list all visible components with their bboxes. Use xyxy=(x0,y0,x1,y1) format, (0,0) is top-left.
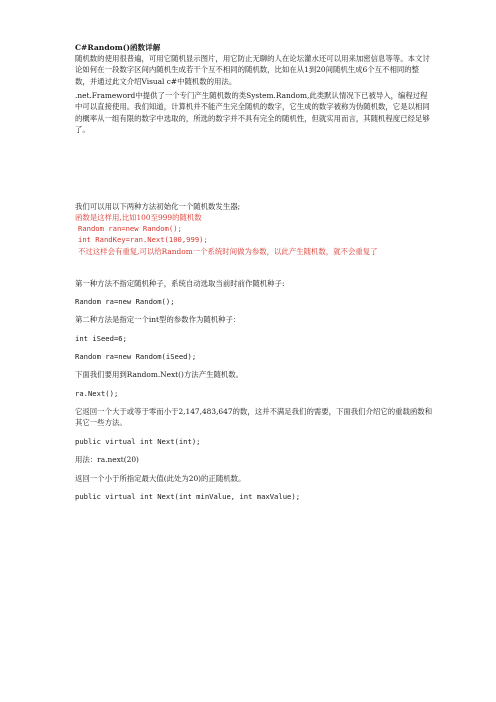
code-method1: Random ra=new Random(); xyxy=(75,297,175,306)
code-next-int: public virtual int Next(int); xyxy=(75,437,201,446)
usage-desc-line: 返回一个小于所指定最大值(此处为20)的正随机数。 xyxy=(75,474,246,483)
net-intro-paragraph: .net.Frameword中提供了一个专门产生随机数的类System.Random,此类默认情况下已被导入，编程过程中可以直接使用。我们知道，计算机并不能产生完全随机的数字，它生成的数字被称为伪随机数，它是以相同的概率从一组有限的数字中选取的，所选的数字并不具有完全的随机性，但就实用而言，其随机程度已经足够了。 xyxy=(75,91,430,134)
red-warning: 不过这样会有重复,可以给Random一个系统时间做为参数，以此产生随机数，就不会重复了 xyxy=(78,247,378,256)
two-ways-line: 我们可以用以下两种方法初始化一个随机数发生器; xyxy=(75,202,241,211)
method1-line: 第一种方法不指定随机种子，系统自动选取当前时前作随机种子: xyxy=(75,279,285,288)
code-new-random: Random ran=new Random(); xyxy=(78,224,182,233)
next-intro-line: 下面我们要用到Random.Next()方法产生随机数。 xyxy=(75,370,244,379)
intro-paragraph: 随机数的使用很普遍，可用它随机显示图片，用它防止无聊的人在论坛灌水还可以用来加密信息等等。本文讨论如何在一段数字区间内随机生成若干个互不相同的随机数，比如在从1到20间随机生成6个互不相同的整数，并通过此文介绍Visual c#中随机数的用法。 xyxy=(75,54,430,86)
red-note: 函数是这样用,比如100至999的随机数 xyxy=(75,213,202,222)
usage-line: 用法：ra.next(20) xyxy=(75,455,139,464)
doc-title: C#Random()函数详解 xyxy=(75,43,161,52)
next-desc-paragraph: 它返回一个大于或等于零而小于2,147,483,647的数，这并不满足我们的需要，下面我们介绍它的重载函数和其它一些方法。 xyxy=(75,407,433,428)
code-next-range: int RandKey=ran.Next(100,999); xyxy=(78,235,208,244)
code-next-minmax: public virtual int Next(int minValue, int maxValue); xyxy=(75,492,301,501)
code-next: ra.Next(); xyxy=(75,389,119,398)
code-method2: Random ra=new Random(iSeed); xyxy=(75,352,197,361)
code-seed: int iSeed=6; xyxy=(75,334,127,343)
method2-line: 第二种方法是指定一个int型的参数作为随机种子： xyxy=(75,315,241,324)
